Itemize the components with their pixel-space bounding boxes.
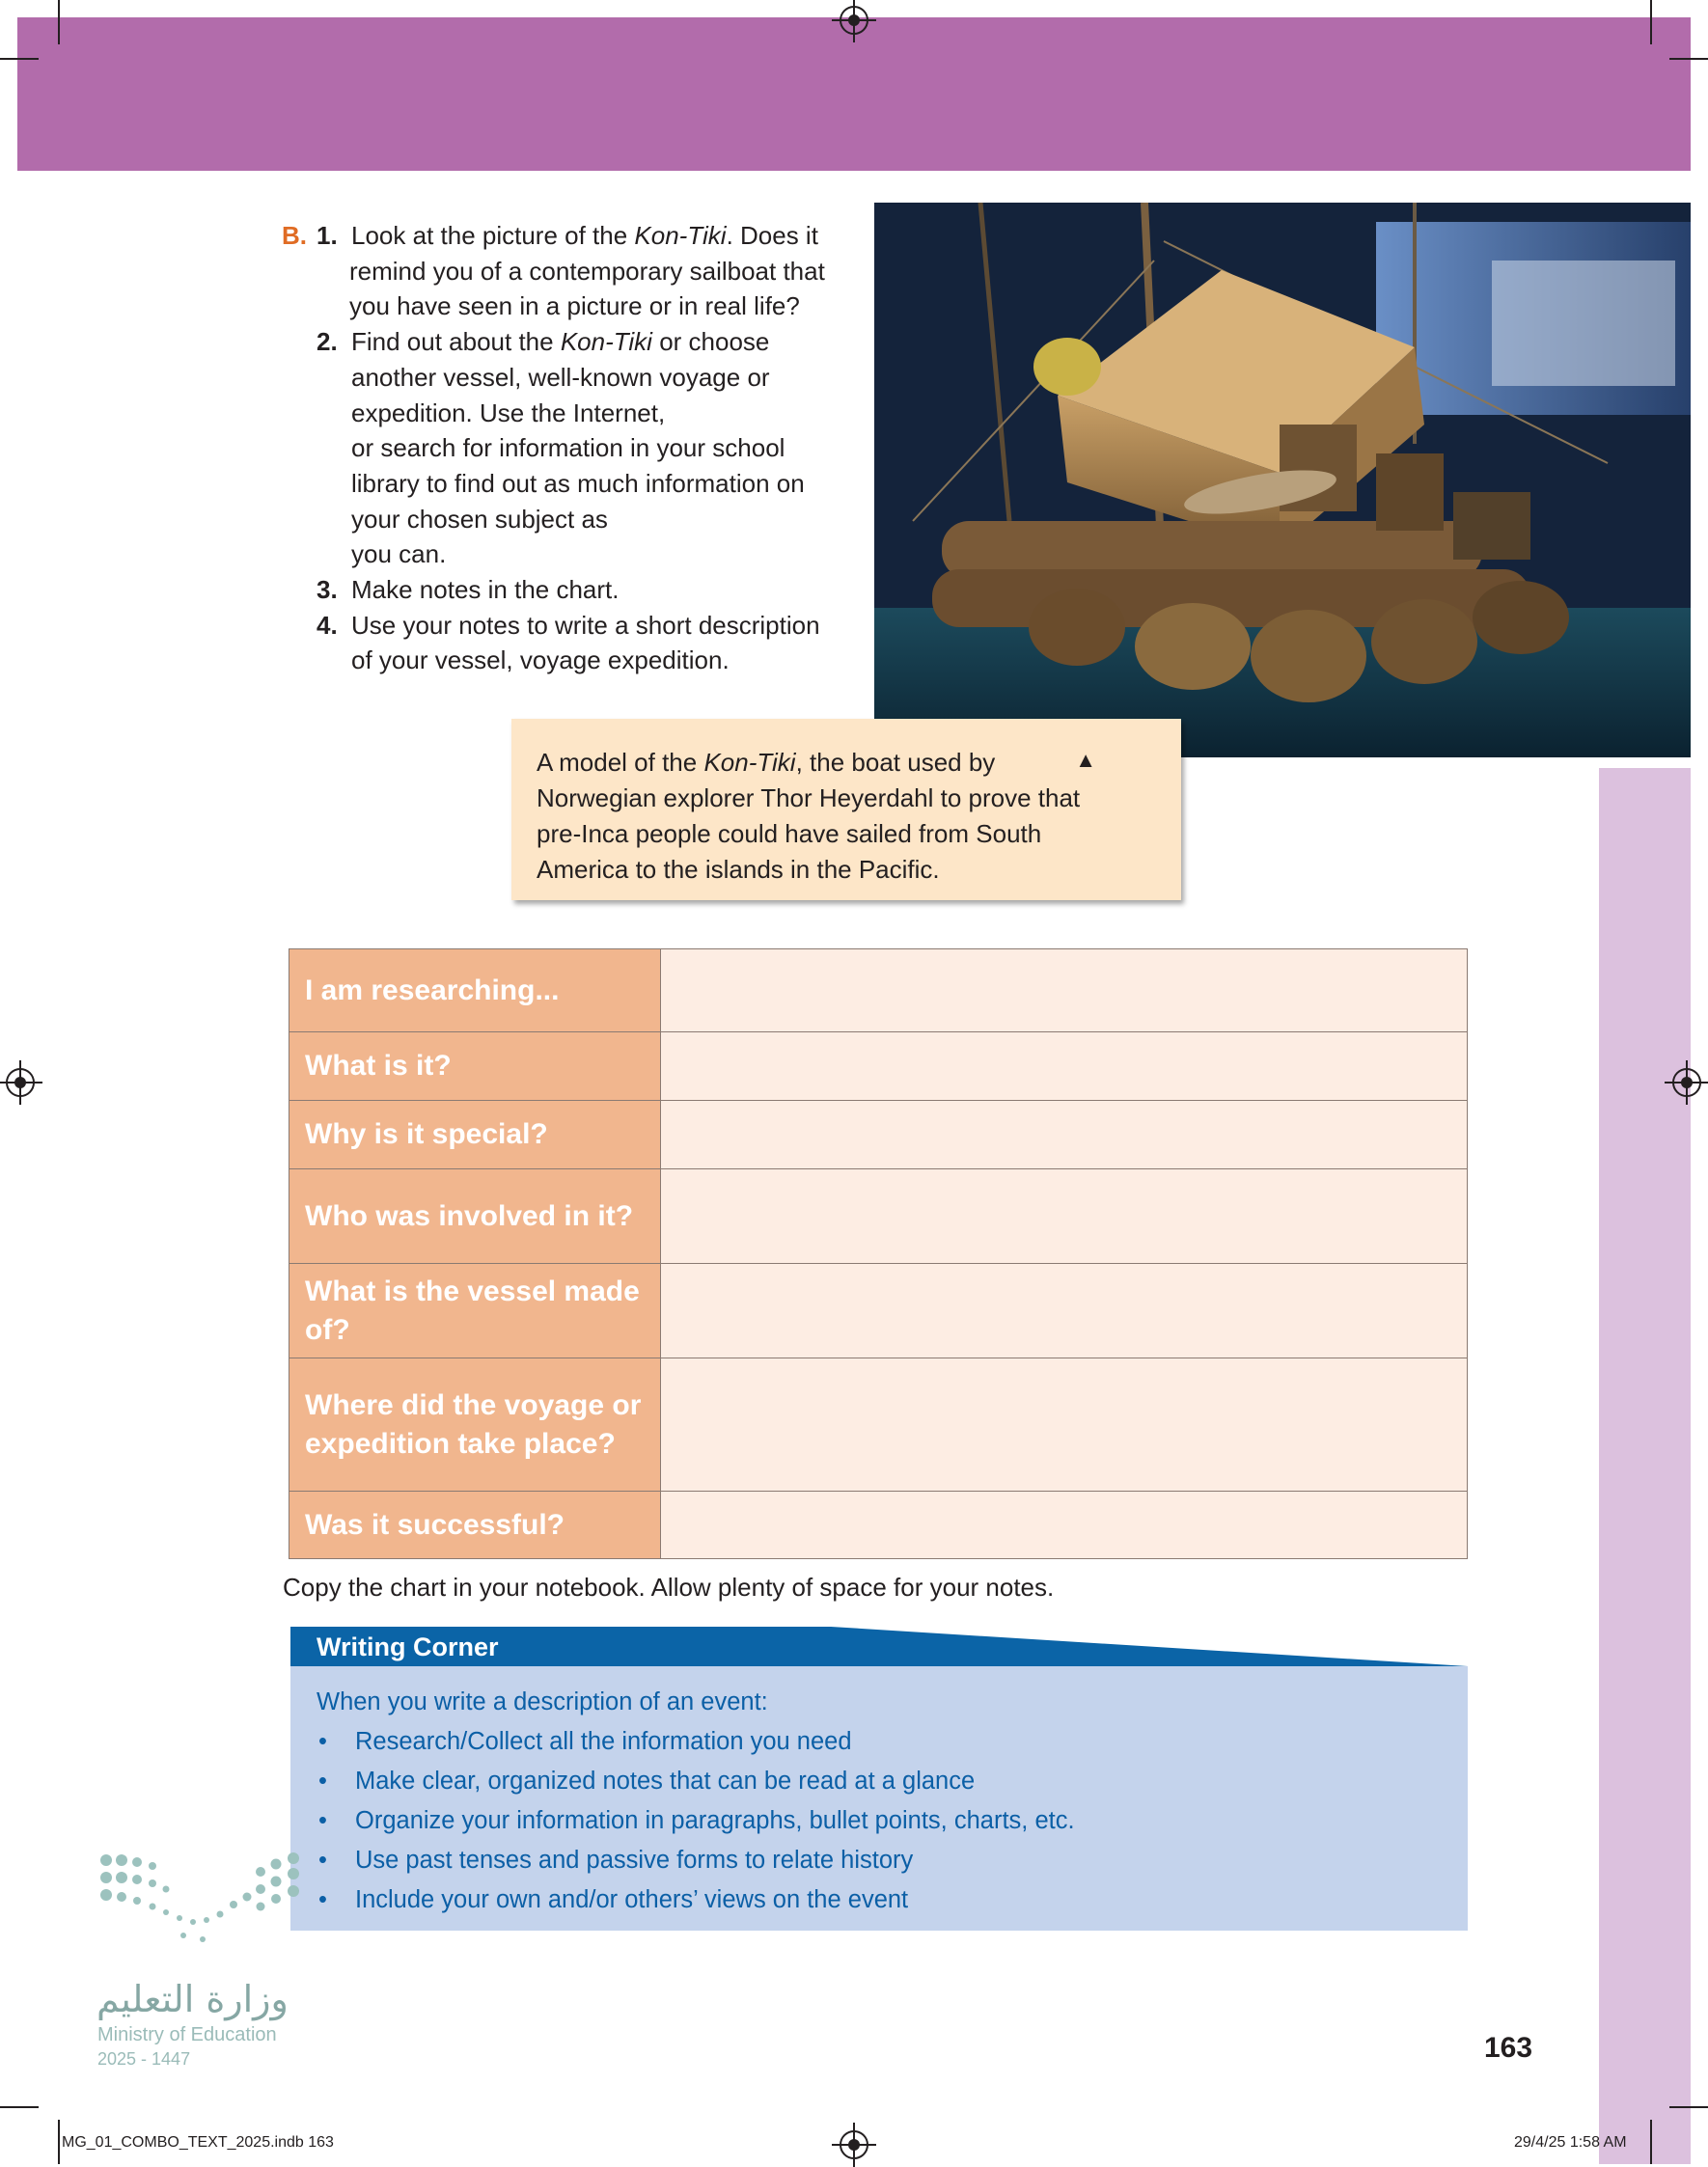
photo-caption: [511, 719, 1181, 900]
crop-mark: [1650, 0, 1652, 44]
row-label: Was it successful?: [289, 1492, 661, 1559]
instruction-text: Find out about the: [351, 327, 561, 357]
crop-mark: [0, 58, 39, 60]
crop-mark: [1669, 2106, 1708, 2108]
instruction-text: or choose: [651, 327, 770, 357]
copy-instruction: Copy the chart in your notebook. Allow plenty of space for your notes.: [283, 1573, 1055, 1602]
notes-cell[interactable]: [661, 1264, 1468, 1358]
writing-corner-list: [317, 1722, 1455, 1920]
crop-mark: [1650, 2120, 1652, 2164]
crop-mark: [0, 2106, 39, 2108]
row-label: Who was involved in it?: [289, 1169, 661, 1264]
instruction-3: [282, 572, 861, 608]
list-item: • Research/Collect all the information you need: [317, 1722, 1455, 1762]
registration-mark-icon: [840, 2130, 868, 2159]
registration-mark-icon: [1672, 1068, 1701, 1097]
table-row: [289, 949, 1468, 1032]
instruction-italic: Kon-Tiki: [634, 221, 727, 250]
notes-cell[interactable]: [661, 949, 1468, 1032]
instruction-text: . Does it: [726, 221, 818, 250]
table-row: [289, 1169, 1468, 1264]
research-chart: [289, 948, 1468, 1559]
caption-line: Norwegian explorer Thor Heyerdahl to prove that: [537, 783, 1081, 812]
row-label: I am researching...: [289, 949, 661, 1032]
list-item: • Use past tenses and passive forms to relate history: [317, 1841, 1455, 1880]
table-row: [289, 1032, 1468, 1101]
crop-mark: [1669, 58, 1708, 60]
crop-mark: [58, 0, 60, 44]
caption-italic: Kon-Tiki: [703, 748, 796, 777]
caption-text: A model of the: [537, 748, 704, 777]
table-row: [289, 1101, 1468, 1169]
notes-cell[interactable]: [661, 1169, 1468, 1264]
crop-mark: [58, 2120, 60, 2164]
item-number: 1.: [317, 221, 338, 250]
section-label: B.: [282, 221, 307, 250]
instruction-continuation: another vessel, well-known voyage or expedition. Use the Internet, or search for information in your school library to find out as much information on your chosen subject as you can.: [351, 362, 805, 569]
instruction-text: Use your notes to write a short description: [351, 610, 820, 640]
notes-cell[interactable]: [661, 1032, 1468, 1101]
row-label: Why is it special?: [289, 1101, 661, 1169]
instruction-4: [282, 608, 861, 644]
ministry-logo-dots-icon: [96, 1851, 309, 1957]
row-label: Where did the voyage or expedition take place?: [289, 1358, 661, 1492]
row-label: What is it?: [289, 1032, 661, 1101]
instruction-2: [282, 324, 861, 360]
notes-cell[interactable]: [661, 1101, 1468, 1169]
list-item: • Include your own and/or others’ views on the event: [317, 1880, 1455, 1920]
page-number: 163: [1484, 2032, 1533, 2064]
registration-mark-icon: [6, 1068, 35, 1097]
kon-tiki-illustration: [874, 203, 1691, 757]
item-number: 3.: [317, 575, 338, 605]
instruction-1: [282, 218, 861, 254]
caption-line: America to the islands in the Pacific.: [537, 855, 940, 884]
row-label: What is the vessel made of?: [289, 1264, 661, 1358]
notes-cell[interactable]: [661, 1492, 1468, 1559]
notes-cell[interactable]: [661, 1358, 1468, 1492]
instruction-continuation: of your vessel, voyage expedition.: [351, 645, 730, 675]
list-item: • Make clear, organized notes that can be read at a glance: [317, 1762, 1455, 1801]
registration-mark-icon: [840, 6, 868, 35]
ministry-year: 2025 - 1447: [97, 2049, 191, 2069]
writing-corner-body: [317, 1683, 1455, 1920]
item-number: 2.: [317, 327, 338, 357]
caption-line: pre-Inca people could have sailed from South: [537, 819, 1042, 848]
instruction-italic: Kon-Tiki: [560, 327, 652, 357]
item-number: 4.: [317, 610, 338, 640]
instruction-text: Look at the picture of the: [351, 221, 635, 250]
activity-instructions: [282, 218, 861, 678]
list-item: • Organize your information in paragraphs, bullet points, charts, etc.: [317, 1801, 1455, 1841]
table-row: [289, 1492, 1468, 1559]
triangle-pointer-icon: ▲: [1075, 748, 1096, 772]
ministry-name-arabic: وزارة التعليم: [96, 1978, 289, 2020]
instruction-text: Make notes in the chart.: [351, 575, 620, 605]
table-row: [289, 1358, 1468, 1492]
table-row: [289, 1264, 1468, 1358]
instruction-continuation: remind you of a contemporary sailboat that you have seen in a picture or in real life?: [349, 256, 825, 321]
ministry-name-english: Ministry of Education: [97, 2024, 277, 2045]
caption-text: , the boat used by: [795, 748, 996, 777]
caption-line: [537, 745, 1156, 781]
writing-corner-title: Writing Corner: [317, 1632, 499, 1661]
writing-corner-intro: When you write a description of an event:: [317, 1688, 768, 1715]
kon-tiki-photo: [874, 203, 1691, 757]
print-slug-right: 29/4/25 1:58 AM: [1514, 2134, 1627, 2151]
side-band: [1599, 768, 1691, 2164]
print-slug-left: MG_01_COMBO_TEXT_2025.indb 163: [62, 2134, 334, 2151]
